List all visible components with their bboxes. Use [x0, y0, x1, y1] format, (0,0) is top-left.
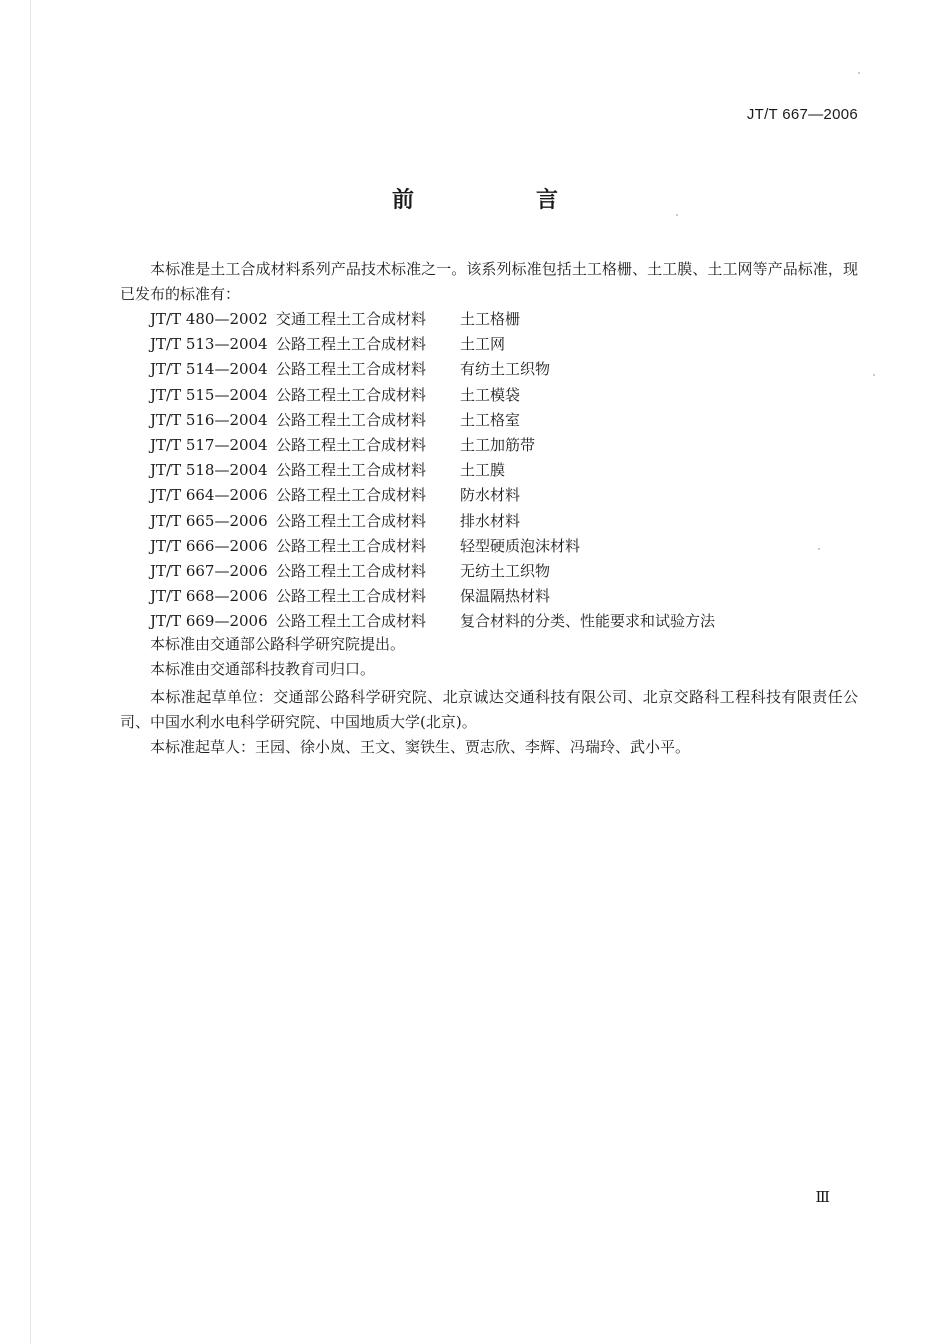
- proposed-by-paragraph: 本标准由交通部公路科学研究院提出。: [150, 635, 406, 653]
- standard-row: [150, 332, 715, 357]
- standards-list: [150, 307, 715, 634]
- standard-row: [150, 534, 715, 559]
- standard-name: 排水材料: [460, 511, 521, 530]
- drafters-paragraph: 本标准起草人：王园、徐小岚、王文、窦铁生、贾志欣、李辉、冯瑞玲、武小平。: [150, 738, 691, 756]
- standard-name: 土工加筋带: [460, 435, 536, 454]
- standard-series: 公路工程土工合成材料: [276, 385, 427, 404]
- standard-code: JT/T 664—2006: [150, 486, 268, 505]
- standard-name: 保温隔热材料: [460, 587, 551, 606]
- standard-code: JT/T 669—2006: [150, 612, 268, 631]
- standard-series: 公路工程土工合成材料: [276, 410, 427, 429]
- standard-row: [150, 408, 715, 433]
- standard-row: [150, 357, 715, 382]
- standard-row: [150, 483, 715, 508]
- standard-row: [150, 307, 715, 332]
- standard-code: JT/T 668—2006: [150, 587, 268, 606]
- standard-row: [150, 609, 715, 634]
- standard-name: 无纺土工织物: [460, 561, 551, 580]
- standard-code: JT/T 480—2002: [150, 310, 268, 328]
- managed-by-paragraph: 本标准由交通部科技教育司归口。: [150, 660, 376, 678]
- standard-row: [150, 559, 715, 584]
- standard-series: 公路工程土工合成材料: [276, 536, 427, 555]
- drafting-units-paragraph: 本标准起草单位：交通部公路科学研究院、北京诚达交通科技有限公司、北京交路科工程科技有限责任公司、中国水利水电科学研究院、中国地质大学(北京)。: [120, 688, 858, 731]
- standard-series: 公路工程土工合成材料: [276, 511, 427, 530]
- standard-name: 防水材料: [460, 486, 521, 505]
- scan-speck: [818, 548, 820, 550]
- standard-series: 公路工程土工合成材料: [276, 461, 427, 480]
- standard-series: 交通工程土工合成材料: [276, 310, 427, 328]
- standard-series: 公路工程土工合成材料: [276, 435, 427, 454]
- page-number: Ⅲ: [815, 1188, 830, 1206]
- standard-series: 公路工程土工合成材料: [276, 335, 427, 354]
- standard-name: 土工格室: [460, 410, 521, 429]
- standard-name: 轻型硬质泡沫材料: [460, 536, 581, 555]
- standard-code: JT/T 667—2006: [150, 561, 268, 580]
- standard-name: 复合材料的分类、性能要求和试验方法: [460, 612, 716, 631]
- standard-code: JT/T 517—2004: [150, 435, 268, 454]
- standard-row: [150, 458, 715, 483]
- standard-name: 土工模袋: [460, 385, 521, 404]
- standard-code: JT/T 513—2004: [150, 335, 268, 354]
- scan-speck: [676, 214, 678, 216]
- standard-code: JT/T 516—2004: [150, 410, 268, 429]
- standard-row: [150, 584, 715, 609]
- standard-series: 公路工程土工合成材料: [276, 360, 427, 379]
- document-code: JT/T 667—2006: [746, 106, 858, 123]
- standard-series: 公路工程土工合成材料: [276, 612, 427, 631]
- standard-code: JT/T 666—2006: [150, 536, 268, 555]
- standard-code: JT/T 518—2004: [150, 461, 268, 480]
- standard-row: [150, 383, 715, 408]
- standard-code: JT/T 515—2004: [150, 385, 268, 404]
- scan-speck: [873, 374, 875, 376]
- standard-code: JT/T 514—2004: [150, 360, 268, 379]
- standard-name: 有纺土工织物: [460, 360, 551, 379]
- intro-paragraph: 本标准是土工合成材料系列产品技术标准之一。该系列标准包括土工格栅、土工膜、土工网等产品标准，现已发布的标准有：: [120, 260, 858, 303]
- standard-name: 土工网: [460, 335, 506, 354]
- standard-name: 土工膜: [460, 461, 506, 480]
- standard-name: 土工格栅: [460, 310, 521, 328]
- scan-speck: [858, 72, 860, 74]
- standard-row: [150, 509, 715, 534]
- standard-series: 公路工程土工合成材料: [276, 587, 427, 606]
- page-title: 前 言: [391, 188, 608, 213]
- standard-series: 公路工程土工合成材料: [276, 561, 427, 580]
- standard-row: [150, 433, 715, 458]
- standard-series: 公路工程土工合成材料: [276, 486, 427, 505]
- standard-code: JT/T 665—2006: [150, 511, 268, 530]
